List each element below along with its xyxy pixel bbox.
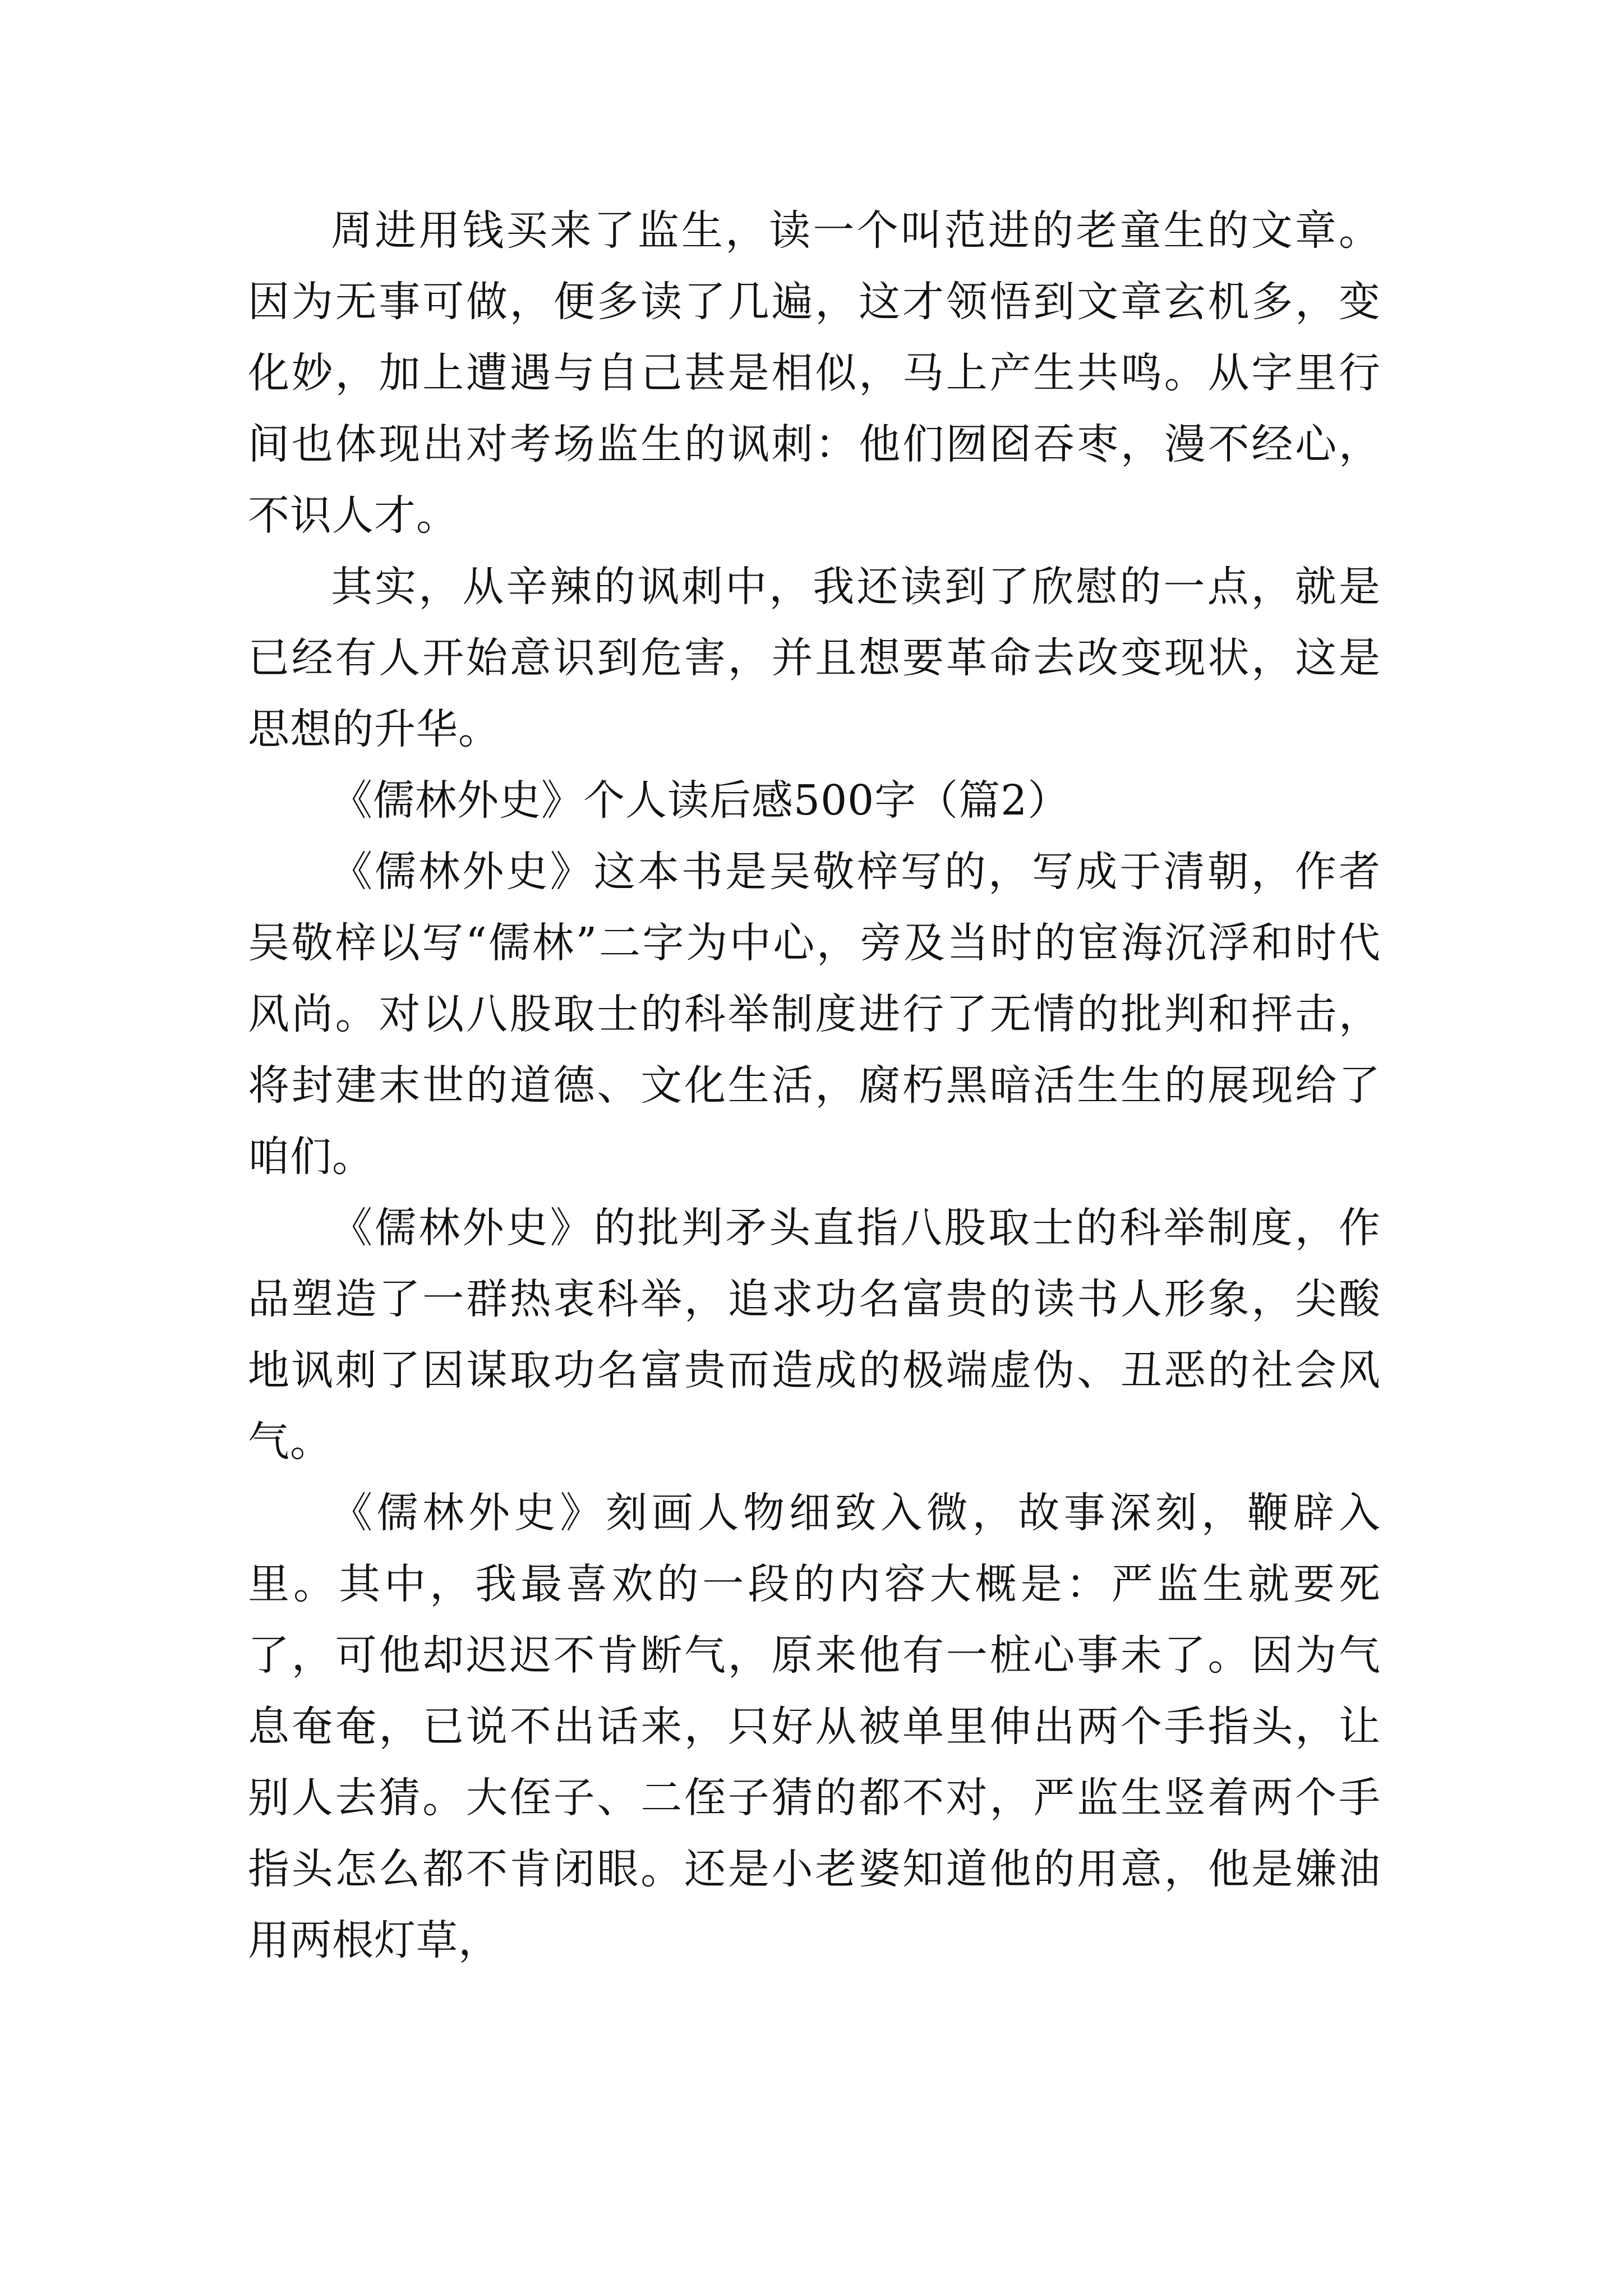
- section-heading: 《儒林外史》个人读后感500字（篇2）: [331, 776, 1070, 825]
- paragraph-satire-reflection: 其实，从辛辣的讽刺中，我还读到了欣慰的一点，就是已经有人开始意识到危害，并且想要革命去改变现状，这是思想的升华。: [248, 563, 1381, 753]
- document-body: [248, 195, 1381, 1976]
- paragraph-critique: 《儒林外史》的批判矛头直指八股取士的科举制度，作品塑造了一群热衷科举，追求功名富贵的读书人形象，尖酸地讽刺了因谋取功名富贵而造成的极端虚伪、丑恶的社会风气。: [248, 1204, 1381, 1466]
- paragraph-zhou-jin: 周进用钱买来了监生，读一个叫范进的老童生的文章。因为无事可做，便多读了几遍，这才领悟到文章玄机多，变化妙，加上遭遇与自己甚是相似，马上产生共鸣。从字里行间也体现出对考场监生的讽刺：他们囫囵吞枣，漫不经心，不识人才。: [248, 206, 1381, 540]
- paragraph-favorite-story: 《儒林外史》刻画人物细致入微，故事深刻，鞭辟入里。其中，我最喜欢的一段的内容大概是：严监生就要死了，可他却迟迟不肯断气，原来他有一桩心事未了。因为气息奄奄，已说不出话来，只好从被单里伸出两个手指头，让别人去猜。大侄子、二侄子猜的都不对，严监生竖着两个手指头怎么都不肯闭眼。还是小老婆知道他的用意，他是嫌油用两根灯草，: [248, 1489, 1381, 1964]
- paragraph-book-intro: 《儒林外史》这本书是吴敬梓写的，写成于清朝，作者吴敬梓以写“儒林”二字为中心，旁及当时的宦海沉浮和时代风尚。对以八股取士的科举制度进行了无情的批判和抨击，将封建末世的道德、文化生活，腐朽黑暗活生生的展现给了咱们。: [248, 848, 1381, 1181]
